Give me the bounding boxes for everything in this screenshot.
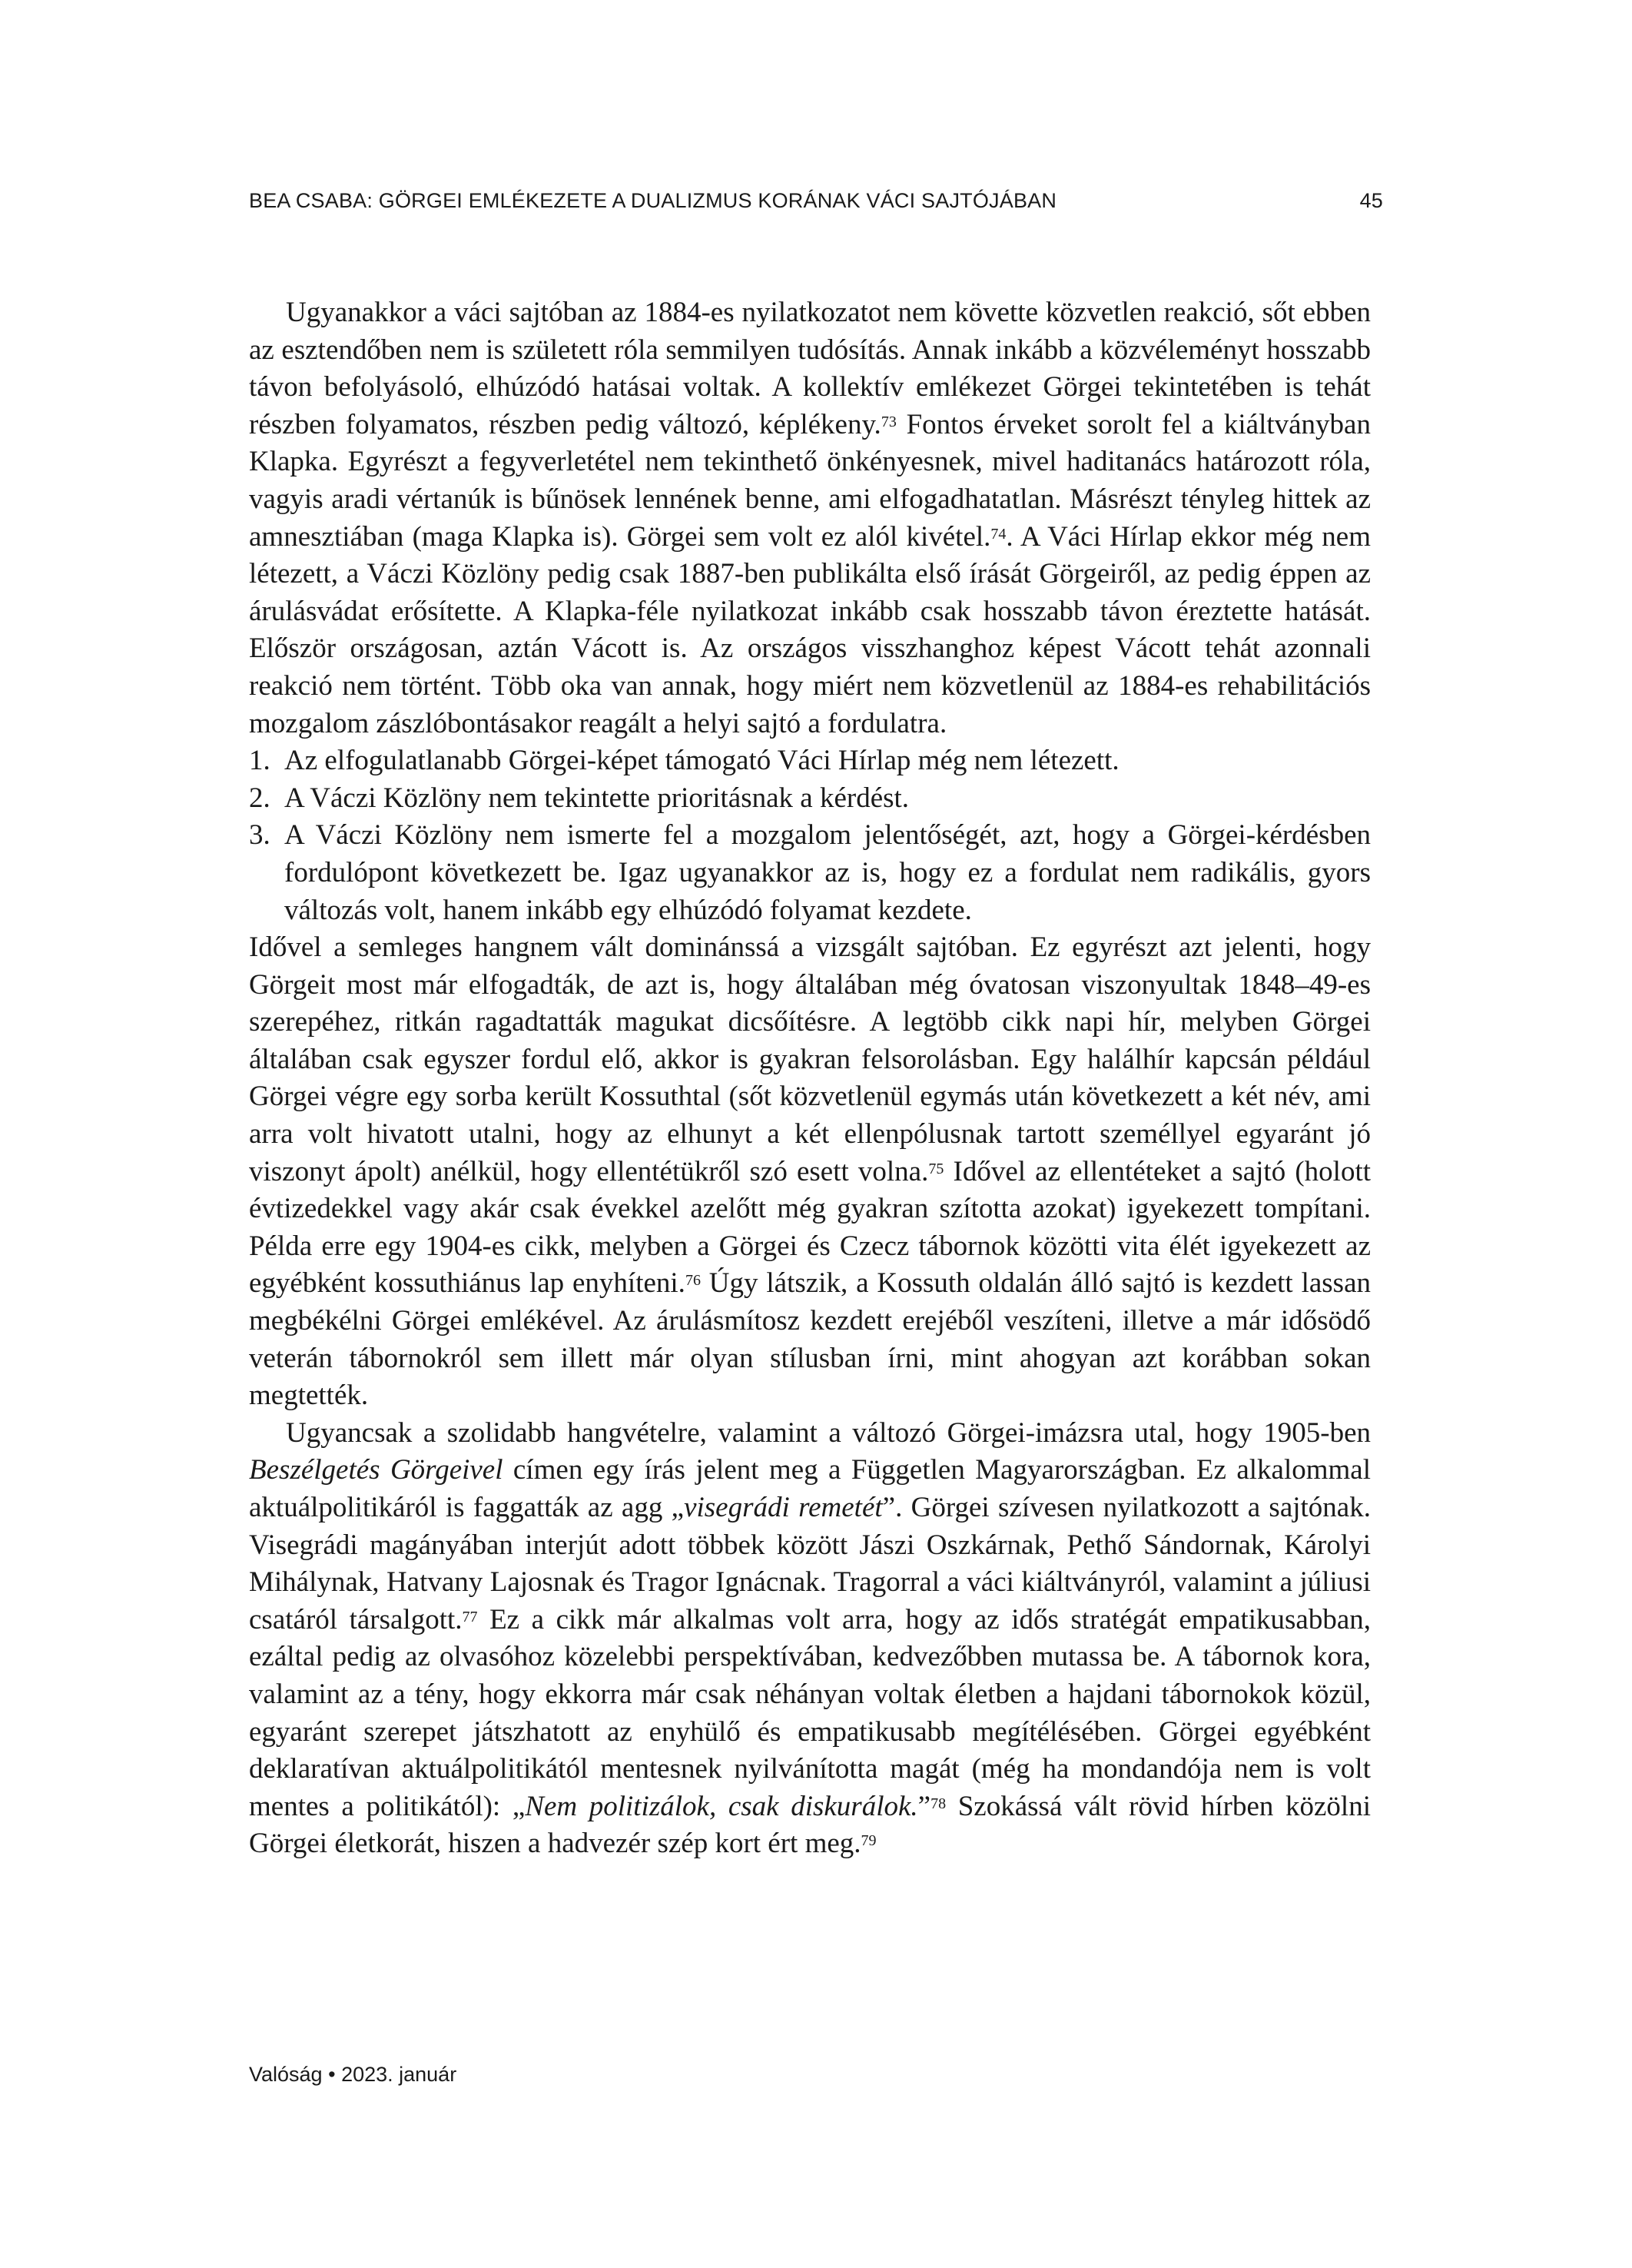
text-run: Szokássá vált rövid hírben közölni Görgei életkorát, hiszen a hadvezér szép kort ért meg.	[249, 1790, 1371, 1860]
text-run: Ugyanakkor a váci sajtóban az 1884-es nyilatkozatot nem követte közvetlen reakció, sőt ebben az esztendőben nem is született róla semmilyen tudósítás. Annak inkább a közvéleményt hosszabb távon befolyásoló, elhúzódó hatásai voltak. A kollektív emlékezet Görgei tekintetében is tehát részben folyamatos, részben pedig változó, képlékeny.	[249, 297, 1371, 440]
bullet-separator: •	[328, 2063, 336, 2086]
article-body	[249, 294, 1371, 1863]
text-run: . A Váci Hírlap ekkor még nem létezett, a Váczi Közlöny pedig csak 1887-ben publikálta első írását Görgeiről, az pedig éppen az árulásvádat erősítette. A Klapka-féle nyilatkozat inkább csak hosszabb távon éreztette hatását. Először országosan, aztán Vácott is. Az országos visszhanghoz képest Vácott tehát azonnali reakció nem történt. Több oka van annak, hogy miért nem közvetlenül az 1884-es rehabilitációs mozgalom zászlóbontásakor reagált a helyi sajtó a fordulatra.	[249, 520, 1371, 739]
footnote-ref-77[interactable]: 77	[462, 1608, 478, 1625]
footnote-ref-75[interactable]: 75	[928, 1160, 944, 1177]
list-text: Az elfogulatlanabb Görgei-képet támogató Váci Hírlap még nem létezett.	[284, 745, 1120, 777]
paragraph-2	[249, 929, 1371, 1415]
list-item	[249, 780, 1371, 818]
footnote-ref-78[interactable]: 78	[930, 1795, 947, 1812]
list-number: 2.	[249, 782, 270, 814]
page-footer	[249, 2063, 456, 2087]
page-number: 45	[1359, 189, 1383, 212]
italic-title: Beszélgetés Görgeivel	[249, 1454, 503, 1486]
text-run: Idővel a semleges hangnem vált dominánssá a vizsgált sajtóban. Ez egyrészt azt jelenti, hogy Görgeit most már elfogadták, de azt is, hogy általában még óvatosan viszonyultak 1848–49-es szerepéhez, ritkán ragadtatták magukat dicsőítésre. A legtöbb cikk napi hír, melyben Görgei általában csak egyszer fordul elő, akkor is gyakran felsorolásban. Egy halálhír kapcsán például Görgei végre egy sorba került Kossuthtal (sőt közvetlenül egymás után következett a két név, ami arra volt hivatott utalni, hogy az elhunyt a két ellenpólusnak tartott személlyel egyaránt jó viszonyt ápolt) anélkül, hogy ellentétükről szó esett volna.	[249, 931, 1371, 1187]
paragraph-3	[249, 1415, 1371, 1863]
footnote-ref-73[interactable]: 73	[881, 413, 897, 430]
italic-quote: visegrádi remetét	[684, 1492, 883, 1523]
footnote-ref-76[interactable]: 76	[685, 1272, 701, 1290]
issue-date: 2023. január	[341, 2063, 457, 2086]
text-run: Ez a cikk már alkalmas volt arra, hogy az idős stratégát empatikusabban, ezáltal pedig az olvasóhoz közelebbi perspektívában, kedvezőbben mutassa be. A tábornok kora, valamint az a tény, hogy ekkorra már csak néhányan voltak életben a hajdani tábornokok közül, egyaránt szerepet játszhatott az enyhülő és empatikusabb megítélésében. Görgei egyébként deklaratívan aktuálpolitikától mentesnek nyilvánította magát (még ha mondandója nem is volt mentes a politikától): „	[249, 1603, 1371, 1822]
footnote-ref-74[interactable]: 74	[990, 525, 1007, 543]
list-text: A Váczi Közlöny nem ismerte fel a mozgalom jelentőségét, azt, hogy a Görgei-kérdésben fordulópont következett be. Igaz ugyanakkor az is, hogy ez a fordulat nem radikális, gyors változás volt, hanem inkább egy elhúzódó folyamat kezdete.	[284, 819, 1371, 926]
text-run: Fontos érveket sorolt fel a kiáltványban Klapka. Egyrészt a fegyverletétel nem tekinthető önkényesnek, mivel haditanács határozott róla, vagyis aradi vértanúk is bűnösek lennének benne, ami elfogadhatatlan. Másrészt tényleg hittek az amnesztiában (maga Klapka is). Görgei sem volt ez alól kivétel.	[249, 408, 1371, 553]
journal-name: Valóság	[249, 2063, 323, 2086]
italic-quote: Nem politizálok, csak diskurálok.	[525, 1790, 918, 1822]
text-run: ”. Görgei szívesen nyilatkozott a sajtónak. Visegrádi magányában interjút adott többek között Jászi Oszkárnak, Pethő Sándornak, Károlyi Mihálynak, Hatvany Lajosnak és Tragor Ignácnak. Tragorral a váci kiáltványról, valamint a júliusi csatáról társalgott.	[249, 1492, 1371, 1635]
list-text: A Váczi Közlöny nem tekintette prioritásnak a kérdést.	[284, 782, 910, 814]
running-header	[249, 189, 1383, 213]
list-number: 3.	[249, 819, 270, 852]
list-item	[249, 742, 1371, 780]
paragraph-1	[249, 294, 1371, 742]
footnote-ref-79[interactable]: 79	[861, 1832, 877, 1850]
text-run: Úgy látszik, a Kossuth oldalán álló sajtó is kezdett lassan megbékélni Görgei emlékével. Az árulásmítosz kezdett erejéből veszíteni, illetve a már idősödő veterán tábornokról sem illett már olyan stílusban írni, mint ahogyan azt korábban sokan megtették.	[249, 1267, 1371, 1412]
text-run: Ugyancsak a szolidabb hangvételre, valamint a változó Görgei-imázsra utal, hogy 1905-ben	[286, 1416, 1371, 1449]
text-run: címen egy írás jelent meg a Független Magyarországban. Ez alkalommal aktuálpolitikáról is faggatták az agg „	[249, 1454, 1371, 1523]
list-item	[249, 817, 1371, 929]
text-run: Idővel az ellentéteket a sajtó (holott évtizedekkel vagy akár csak évekkel azelőtt még gyakran szította azokat) igyekezett tompítani. Példa erre egy 1904-es cikk, melyben a Görgei és Czecz tábornok közötti vita élét igyekezett az egyébként kossuthiánus lap enyhíteni.	[249, 1155, 1372, 1300]
text-run: ”	[917, 1790, 931, 1822]
list-number: 1.	[249, 745, 270, 777]
numbered-list	[249, 742, 1371, 929]
running-title: BEA CSABA: GÖRGEI EMLÉKEZETE A DUALIZMUS KORÁNAK VÁCI SAJTÓJÁBAN	[249, 189, 1057, 212]
